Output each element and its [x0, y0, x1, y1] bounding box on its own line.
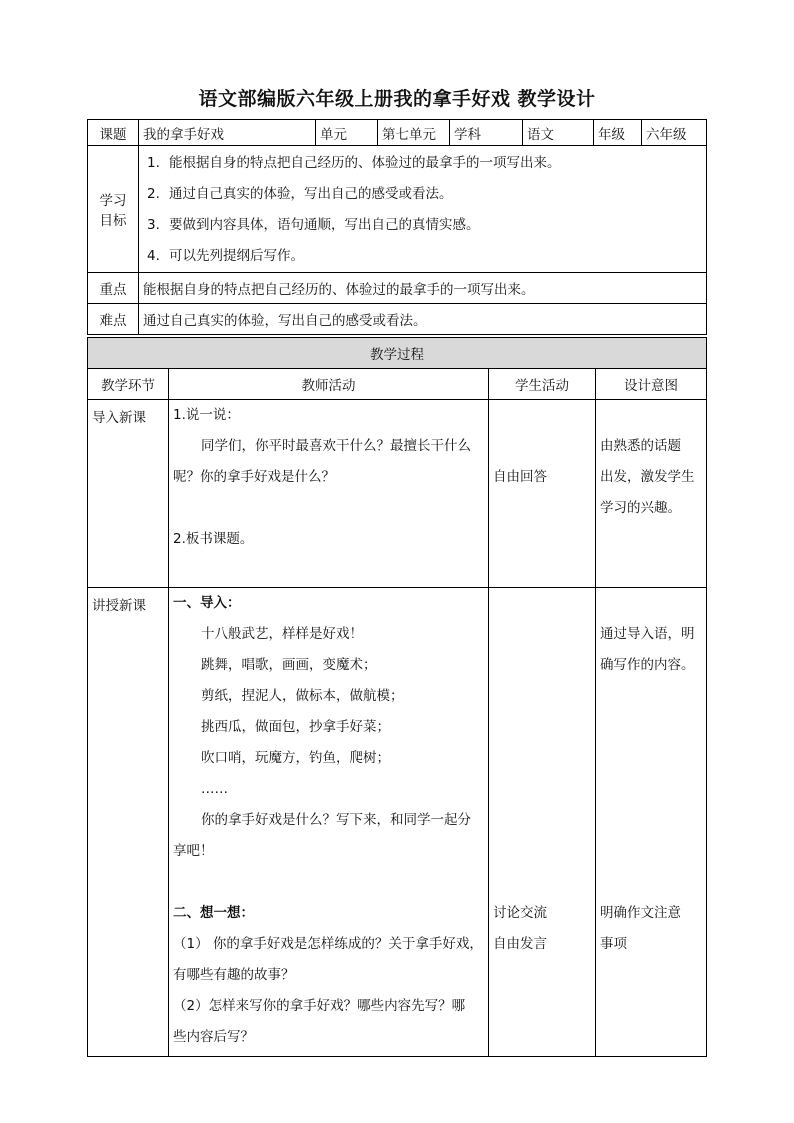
info-table	[87, 119, 707, 335]
teacher-line: 些内容后写？	[173, 1029, 254, 1045]
info-row-goals	[88, 146, 707, 273]
blank-line	[493, 400, 591, 431]
goal-number: 1.	[147, 155, 160, 171]
process-heading-row	[88, 338, 707, 369]
blank-line	[173, 867, 484, 898]
teacher-activity-intro	[169, 400, 489, 588]
column-header-teacher: 教师活动	[169, 369, 489, 400]
goals-label-line-2: 目标	[99, 213, 127, 229]
teacher-line: 1.说一说：	[173, 407, 240, 423]
intent-line: 明确作文注意	[600, 905, 681, 921]
teacher-line: ……	[201, 781, 228, 797]
goal-item	[143, 210, 702, 241]
teacher-activity-teach	[169, 588, 489, 1057]
section-title: 二、想一想：	[173, 905, 254, 921]
goal-item	[143, 241, 702, 272]
teacher-line: 2.板书课题。	[173, 531, 254, 547]
teacher-line: 有哪些有趣的故事？	[173, 967, 295, 983]
grade-value: 六年级	[642, 120, 707, 146]
subject-value: 语文	[523, 120, 594, 146]
goal-number: 3.	[147, 217, 160, 233]
teacher-line: 剪纸，捏泥人，做标本，做航模；	[201, 688, 404, 704]
key-label: 重点	[88, 273, 139, 304]
student-activity-teach	[489, 588, 596, 1057]
stage-teach: 讲授新课	[88, 588, 169, 1057]
intent-line: 事项	[600, 936, 627, 952]
teacher-line: 吹口哨，玩魔方，钓鱼，爬树；	[201, 750, 390, 766]
column-header-intent: 设计意图	[596, 369, 707, 400]
process-row-intro	[88, 400, 707, 588]
goals-label	[88, 146, 139, 273]
process-heading: 教学过程	[88, 338, 707, 369]
student-activity-intro	[489, 400, 596, 588]
blank-area	[600, 681, 702, 898]
unit-label: 单元	[316, 120, 378, 146]
teacher-line: 呢？你的拿手好戏是什么？	[173, 469, 335, 485]
goal-number: 2.	[147, 186, 160, 202]
goals-list	[139, 146, 707, 273]
intent-line: 由熟悉的话题	[600, 438, 681, 454]
section-title: 一、导入：	[173, 595, 241, 611]
goals-label-line-1: 学习	[99, 193, 127, 209]
student-line: 自由回答	[493, 469, 547, 485]
blank-area	[493, 588, 591, 898]
blank-line	[600, 588, 702, 619]
column-header-student: 学生活动	[489, 369, 596, 400]
intent-line: 学习的兴趣。	[600, 500, 681, 516]
info-row-topic	[88, 120, 707, 146]
info-row-difficulty	[88, 304, 707, 335]
teacher-line: 十八般武艺，样样是好戏！	[201, 626, 363, 642]
grade-label: 年级	[594, 120, 642, 146]
key-value: 能根据自身的特点把自己经历的、体验过的最拿手的一项写出来。	[139, 273, 707, 304]
goal-item	[143, 148, 702, 179]
student-line: 自由发言	[493, 936, 547, 952]
goal-text: 通过自己真实的体验，写出自己的感受或看法。	[169, 186, 453, 202]
teacher-line: 跳舞，唱歌，画画，变魔术；	[201, 657, 377, 673]
teacher-line: 你的拿手好戏是什么？写下来，和同学一起分	[201, 812, 471, 828]
info-row-key	[88, 273, 707, 304]
goal-item	[143, 179, 702, 210]
goal-text: 能根据自身的特点把自己经历的、体验过的最拿手的一项写出来。	[169, 155, 561, 171]
blank-line	[173, 493, 484, 524]
goal-text: 可以先列提纲后写作。	[169, 248, 304, 264]
teacher-line: （2）怎样来写你的拿手好戏？哪些内容先写？哪	[173, 998, 466, 1014]
process-column-headers	[88, 369, 707, 400]
topic-value: 我的拿手好戏	[139, 120, 316, 146]
blank-line	[600, 400, 702, 431]
page-title: 语文部编版六年级上册我的拿手好戏 教学设计	[198, 88, 596, 110]
process-row-teach	[88, 588, 707, 1057]
blank-line	[493, 431, 591, 462]
teacher-line: （1） 你的拿手好戏是怎样练成的？关于拿手好戏，	[173, 936, 483, 952]
teacher-line: 享吧！	[173, 843, 214, 859]
intent-line: 出发，激发学生	[600, 469, 695, 485]
student-line: 讨论交流	[493, 905, 547, 921]
stage-intro: 导入新课	[88, 400, 169, 588]
difficulty-value: 通过自己真实的体验，写出自己的感受或看法。	[139, 304, 707, 335]
intent-line: 通过导入语，明	[600, 626, 695, 642]
process-table	[87, 337, 707, 1057]
topic-label: 课题	[88, 120, 139, 146]
goal-text: 要做到内容具体，语句通顺，写出自己的真情实感。	[169, 217, 480, 233]
design-intent-intro	[596, 400, 707, 588]
teacher-line: 挑西瓜，做面包，抄拿手好菜；	[201, 719, 390, 735]
teacher-line: 同学们，你平时最喜欢干什么？最擅长干什么	[201, 438, 471, 454]
design-intent-teach	[596, 588, 707, 1057]
goal-number: 4.	[147, 248, 160, 264]
difficulty-label: 难点	[88, 304, 139, 335]
column-header-stage: 教学环节	[88, 369, 169, 400]
subject-label: 学科	[450, 120, 523, 146]
unit-value: 第七单元	[378, 120, 450, 146]
intent-line: 确写作的内容。	[600, 657, 695, 673]
